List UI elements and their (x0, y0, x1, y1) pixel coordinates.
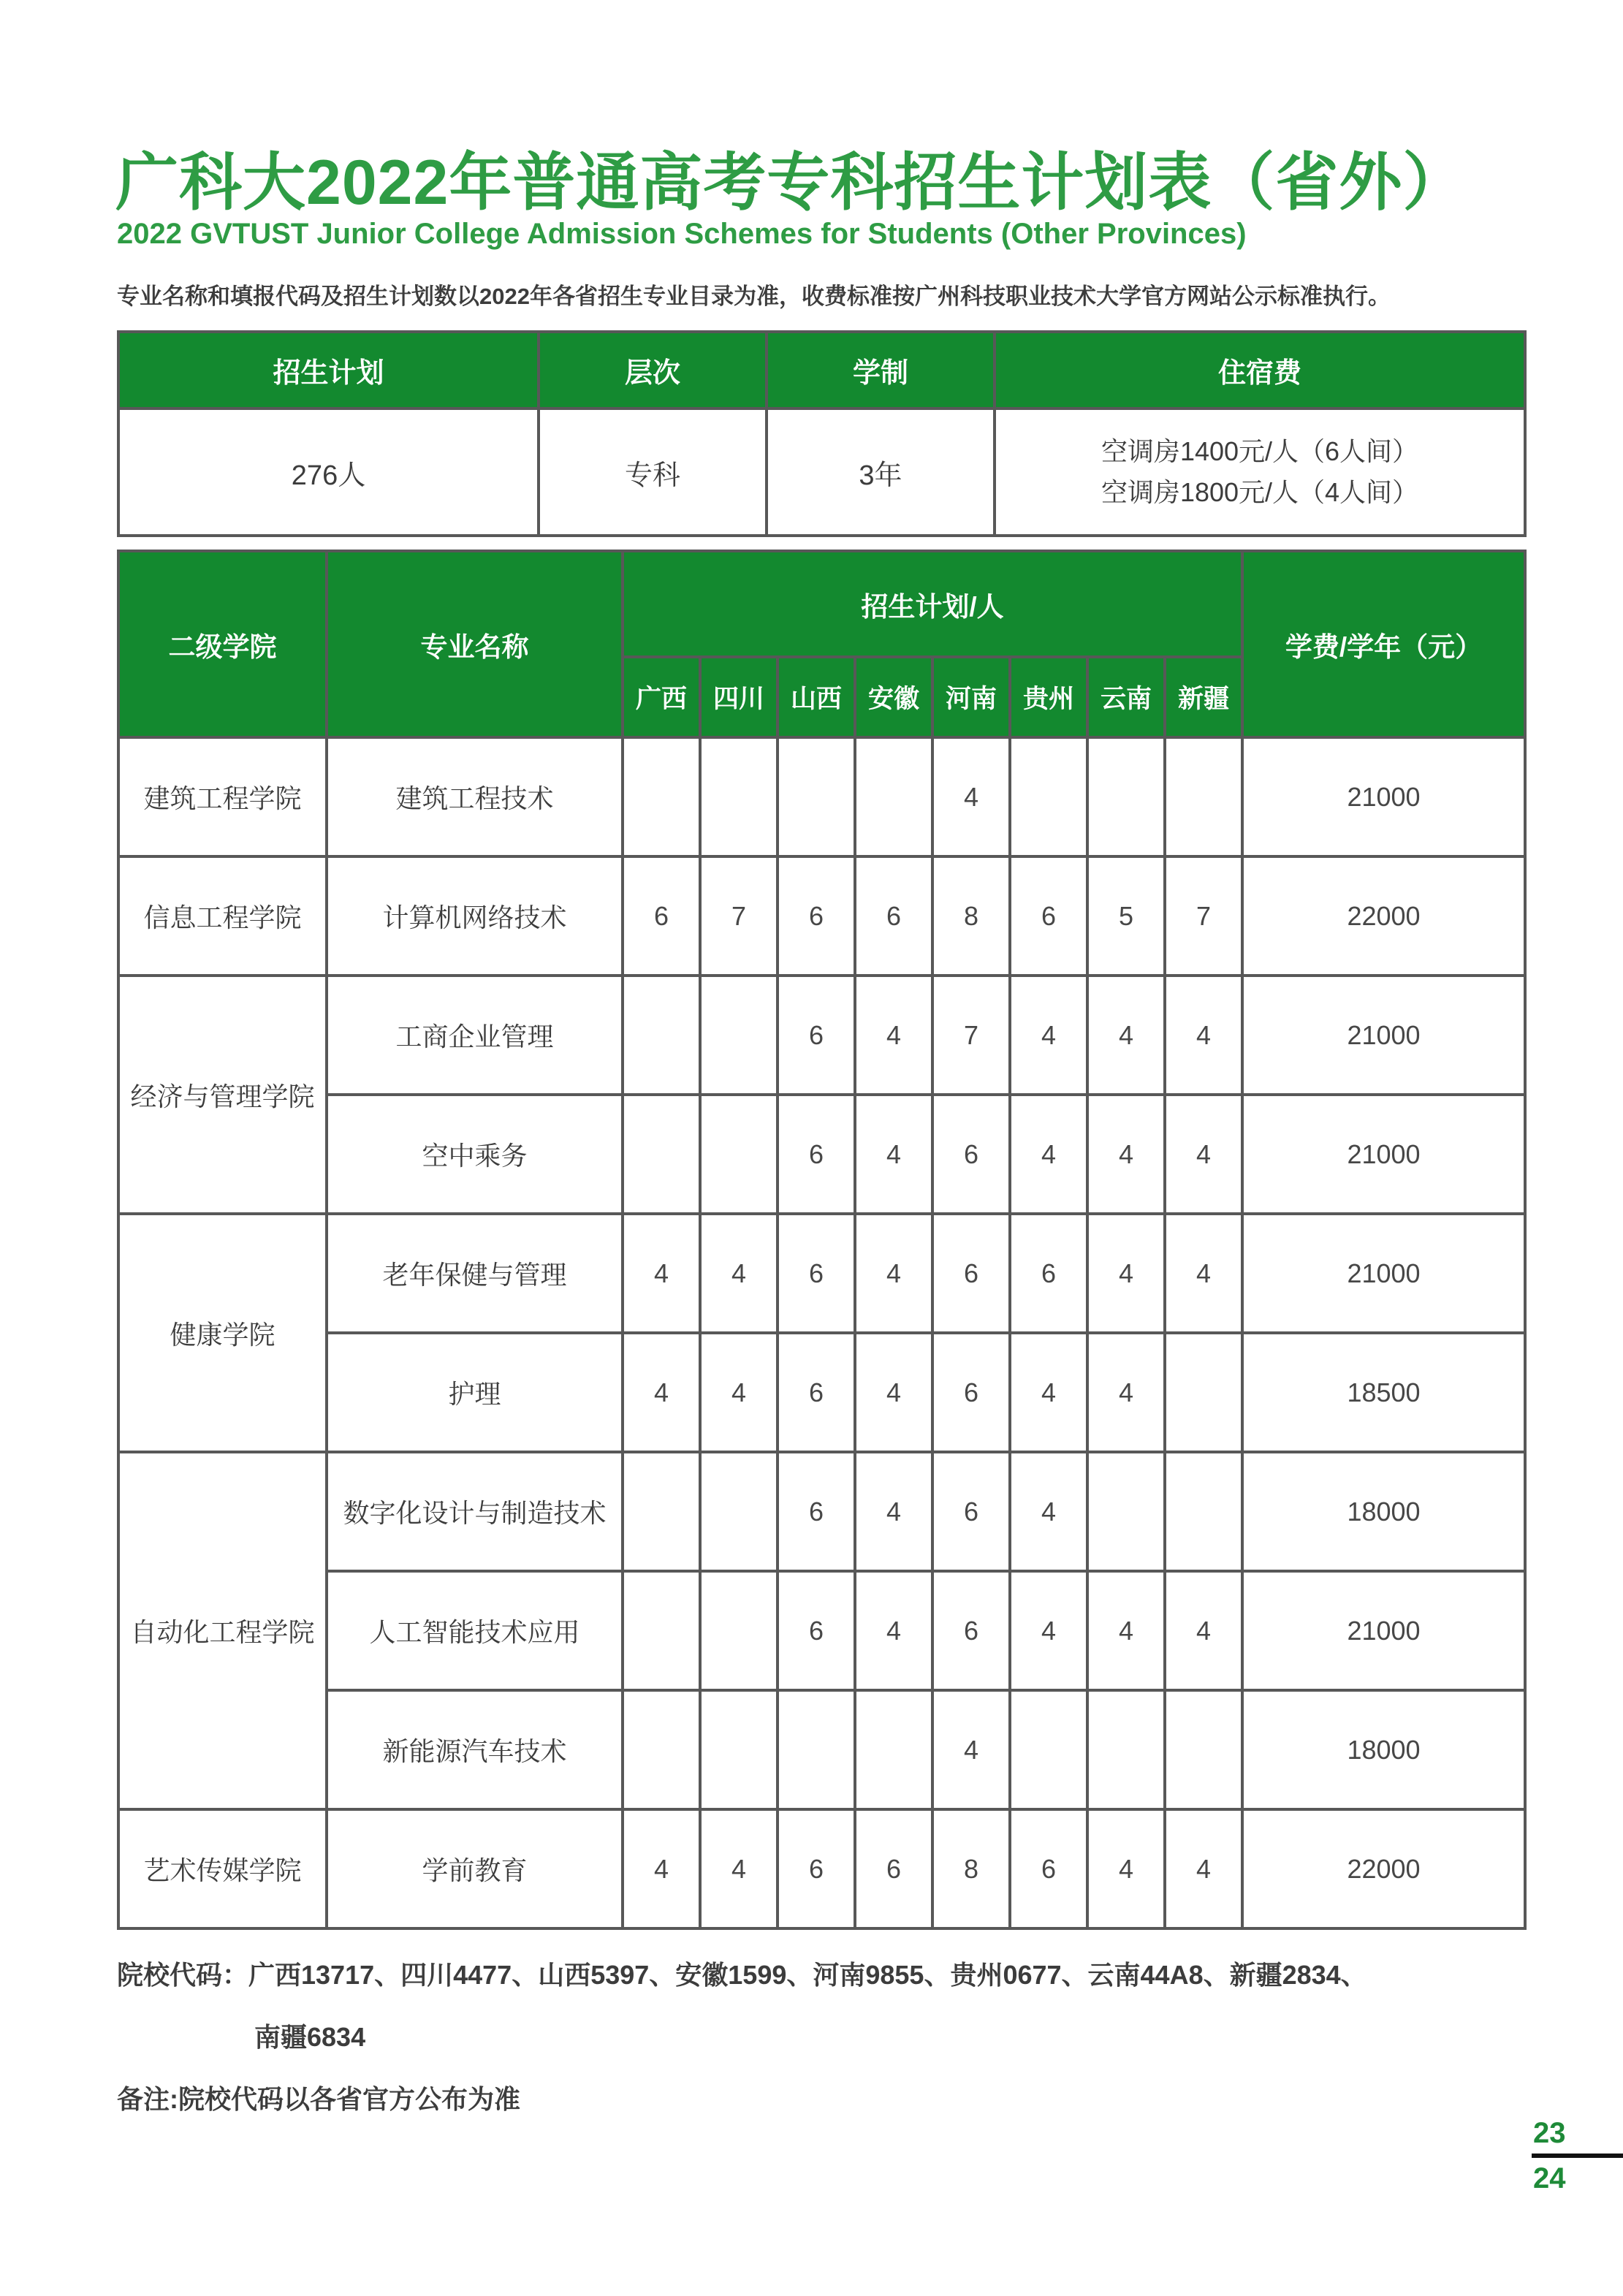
plan-cell (1165, 1333, 1242, 1452)
province-header: 河南 (932, 657, 1010, 737)
plan-cell (700, 1571, 778, 1690)
plan-cell: 4 (1165, 1214, 1242, 1333)
plan-cell: 6 (1010, 1214, 1087, 1333)
plan-cell: 7 (932, 976, 1010, 1095)
plan-cell (700, 737, 778, 856)
summary-header-accommodation: 住宿费 (995, 332, 1525, 408)
tuition-cell: 22000 (1242, 856, 1525, 976)
plan-cell (1087, 737, 1165, 856)
tuition-cell: 21000 (1242, 737, 1525, 856)
table-row (118, 856, 1525, 976)
plan-cell: 4 (855, 976, 932, 1095)
table-row (118, 1809, 1525, 1928)
plan-cell: 6 (623, 856, 700, 976)
major-cell: 建筑工程技术 (327, 737, 623, 856)
table-row (118, 976, 1525, 1095)
plan-cell (623, 737, 700, 856)
tuition-cell: 21000 (1242, 1571, 1525, 1690)
plan-cell: 6 (932, 1571, 1010, 1690)
page-number-next: 24 (1533, 2162, 1566, 2194)
plan-cell: 4 (1087, 1571, 1165, 1690)
college-cell: 经济与管理学院 (118, 976, 327, 1214)
plan-cell: 8 (932, 856, 1010, 976)
plan-cell: 4 (1165, 1809, 1242, 1928)
plan-cell: 6 (855, 856, 932, 976)
plan-cell: 5 (1087, 856, 1165, 976)
college-cell: 自动化工程学院 (118, 1452, 327, 1809)
plan-cell: 6 (778, 1214, 855, 1333)
plan-cell: 6 (855, 1809, 932, 1928)
page-number-divider (1532, 2154, 1623, 2158)
plan-cell (1165, 1690, 1242, 1809)
summary-table (117, 330, 1527, 537)
province-header: 云南 (1087, 657, 1165, 737)
plan-cell: 6 (932, 1333, 1010, 1452)
plan-cell: 4 (1165, 1095, 1242, 1214)
table-row (118, 1690, 1525, 1809)
intro-note: 专业名称和填报代码及招生计划数以2022年各省招生专业目录为准，收费标准按广州科技职业技术大学官方网站公示标准执行。 (117, 284, 1391, 309)
college-cell: 建筑工程学院 (118, 737, 327, 856)
college-cell: 艺术传媒学院 (118, 1809, 327, 1928)
college-cell: 健康学院 (118, 1214, 327, 1452)
plan-cell: 4 (1087, 1214, 1165, 1333)
plan-cell: 4 (855, 1214, 932, 1333)
major-cell: 老年保健与管理 (327, 1214, 623, 1333)
tuition-cell: 18000 (1242, 1452, 1525, 1571)
plan-cell: 8 (932, 1809, 1010, 1928)
plan-cell (623, 1571, 700, 1690)
plan-cell (623, 1095, 700, 1214)
tuition-cell: 22000 (1242, 1809, 1525, 1928)
province-header: 广西 (623, 657, 700, 737)
summary-duration: 3年 (767, 408, 995, 536)
plan-cell: 4 (623, 1809, 700, 1928)
plan-cell: 6 (778, 856, 855, 976)
plan-cell (700, 1690, 778, 1809)
plan-cell: 6 (778, 1571, 855, 1690)
accommodation-line-1: 空调房1400元/人（6人间） (1101, 436, 1419, 467)
col-header-tuition: 学费/学年（元） (1242, 551, 1525, 737)
plan-cell: 4 (932, 737, 1010, 856)
plan-cell: 4 (1010, 1571, 1087, 1690)
major-cell: 数字化设计与制造技术 (327, 1452, 623, 1571)
tuition-cell: 18500 (1242, 1333, 1525, 1452)
college-codes-note (117, 1944, 1367, 2130)
province-header: 山西 (778, 657, 855, 737)
table-row (118, 1571, 1525, 1690)
plan-cell (1165, 1452, 1242, 1571)
college-cell: 信息工程学院 (118, 856, 327, 976)
plan-cell: 4 (700, 1333, 778, 1452)
plan-cell: 6 (932, 1214, 1010, 1333)
plan-cell (700, 1095, 778, 1214)
summary-header-level: 层次 (539, 332, 767, 408)
major-cell: 学前教育 (327, 1809, 623, 1928)
plan-cell (700, 976, 778, 1095)
major-cell: 工商企业管理 (327, 976, 623, 1095)
summary-value-row (118, 408, 1525, 536)
plan-cell: 4 (1010, 1095, 1087, 1214)
plan-cell: 6 (778, 976, 855, 1095)
summary-header-row (118, 332, 1525, 408)
plan-cell: 6 (932, 1095, 1010, 1214)
plan-cell: 4 (1165, 976, 1242, 1095)
plan-cell: 4 (1010, 1452, 1087, 1571)
tuition-cell: 21000 (1242, 976, 1525, 1095)
plan-cell (700, 1452, 778, 1571)
plan-cell: 4 (700, 1809, 778, 1928)
plan-cell (1087, 1690, 1165, 1809)
plan-cell (855, 737, 932, 856)
codes-line-2: 南疆6834 (254, 2022, 366, 2052)
plan-cell: 4 (1087, 976, 1165, 1095)
table-row (118, 737, 1525, 856)
plan-cell: 4 (855, 1452, 932, 1571)
summary-plan-total: 276人 (118, 408, 539, 536)
tuition-cell: 21000 (1242, 1214, 1525, 1333)
plan-table (117, 550, 1527, 1930)
major-cell: 护理 (327, 1333, 623, 1452)
plan-cell: 6 (778, 1809, 855, 1928)
plan-cell (623, 1690, 700, 1809)
summary-level: 专科 (539, 408, 767, 536)
accommodation-lines (1101, 431, 1418, 513)
plan-cell: 6 (778, 1333, 855, 1452)
province-header: 新疆 (1165, 657, 1242, 737)
page-number-block (1532, 2116, 1623, 2195)
province-header: 贵州 (1010, 657, 1087, 737)
plan-cell: 4 (700, 1214, 778, 1333)
plan-cell: 4 (623, 1333, 700, 1452)
plan-cell: 4 (855, 1571, 932, 1690)
summary-accommodation (995, 408, 1525, 536)
plan-cell: 7 (1165, 856, 1242, 976)
tuition-cell: 21000 (1242, 1095, 1525, 1214)
major-cell: 空中乘务 (327, 1095, 623, 1214)
summary-header-plan: 招生计划 (118, 332, 539, 408)
plan-cell: 4 (623, 1214, 700, 1333)
col-header-major: 专业名称 (327, 551, 623, 737)
table-row (118, 1452, 1525, 1571)
plan-cell: 4 (1087, 1809, 1165, 1928)
plan-cell (1087, 1452, 1165, 1571)
plan-cell (778, 1690, 855, 1809)
codes-line-1: 院校代码：广西13717、四川4477、山西5397、安徽1599、河南9855、贵州0677、云南44A8、新疆2834、 (117, 1960, 1367, 1990)
province-header: 安徽 (855, 657, 932, 737)
page-number-current: 23 (1533, 2117, 1566, 2149)
plan-cell: 4 (1010, 976, 1087, 1095)
accommodation-line-2: 空调房1800元/人（4人间） (1101, 477, 1419, 507)
table-row (118, 1095, 1525, 1214)
remark-line: 备注:院校代码以各省官方公布为准 (117, 2084, 520, 2114)
plan-cell: 4 (1165, 1571, 1242, 1690)
major-cell: 新能源汽车技术 (327, 1690, 623, 1809)
plan-cell (855, 1690, 932, 1809)
plan-cell (1010, 737, 1087, 856)
plan-cell: 6 (932, 1452, 1010, 1571)
col-header-plan-group: 招生计划/人 (623, 551, 1242, 657)
plan-cell (778, 737, 855, 856)
page-title: 广科大2022年普通高考专科招生计划表（省外） (115, 148, 1467, 218)
tuition-cell: 18000 (1242, 1690, 1525, 1809)
plan-cell: 4 (1010, 1333, 1087, 1452)
plan-cell (1010, 1690, 1087, 1809)
summary-header-duration: 学制 (767, 332, 995, 408)
plan-cell (623, 1452, 700, 1571)
table-row (118, 1333, 1525, 1452)
plan-cell: 4 (1087, 1095, 1165, 1214)
plan-cell: 6 (1010, 856, 1087, 976)
plan-cell (1165, 737, 1242, 856)
page-subtitle: 2022 GVTUST Junior College Admission Schemes for Students (Other Provinces) (117, 218, 1247, 250)
major-cell: 计算机网络技术 (327, 856, 623, 976)
plan-cell: 6 (778, 1095, 855, 1214)
plan-cell: 6 (778, 1452, 855, 1571)
plan-cell: 4 (932, 1690, 1010, 1809)
col-header-college: 二级学院 (118, 551, 327, 737)
plan-cell: 4 (1087, 1333, 1165, 1452)
plan-cell: 7 (700, 856, 778, 976)
plan-cell: 6 (1010, 1809, 1087, 1928)
plan-cell (623, 976, 700, 1095)
major-cell: 人工智能技术应用 (327, 1571, 623, 1690)
plan-header-row-1 (118, 551, 1525, 657)
plan-cell: 4 (855, 1095, 932, 1214)
province-header: 四川 (700, 657, 778, 737)
plan-cell: 4 (855, 1333, 932, 1452)
table-row (118, 1214, 1525, 1333)
